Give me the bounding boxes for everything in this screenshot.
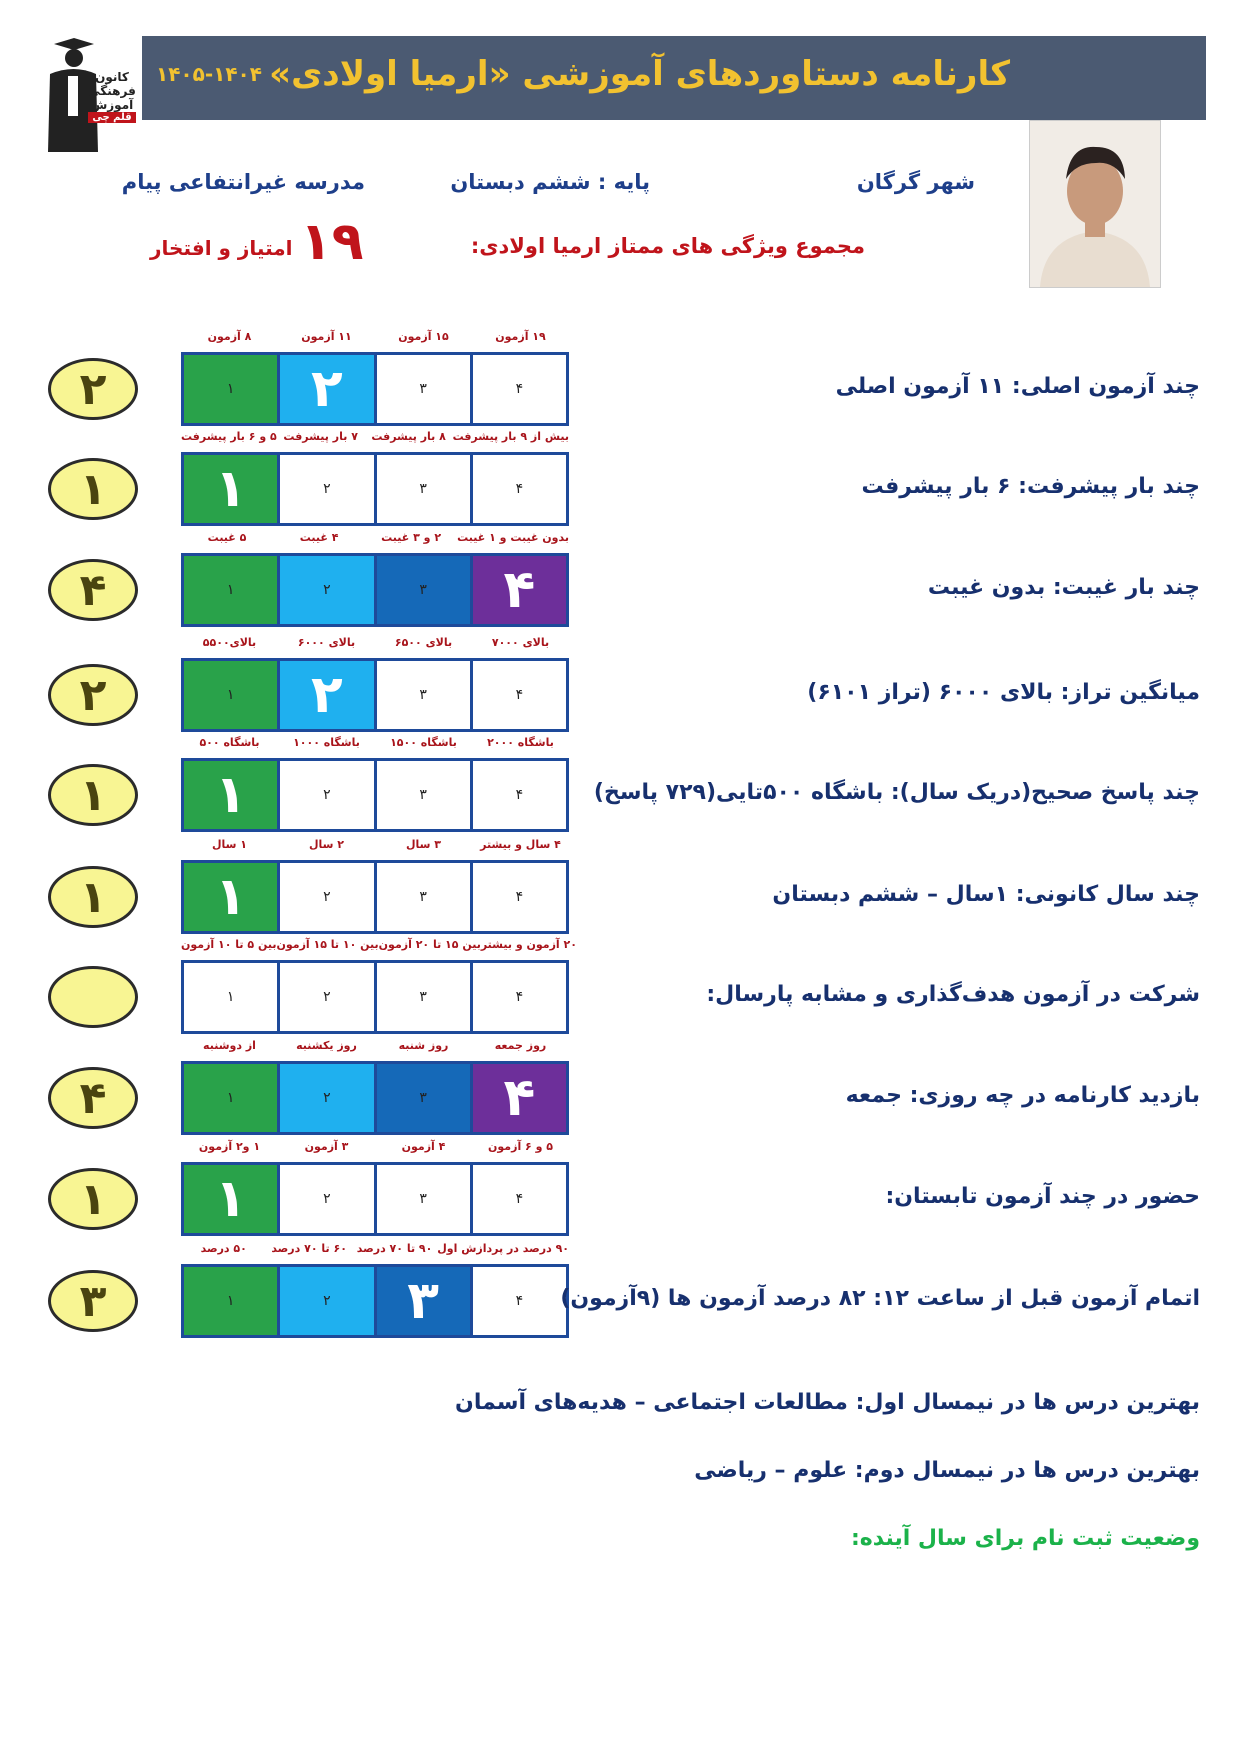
level-box: ۲ [280, 556, 373, 624]
logo-line: فرهنگی [88, 84, 136, 98]
level-box: ۴ [473, 1165, 566, 1233]
row-score-circle: ۲ [48, 358, 138, 420]
level-label: ۳ آزمون [304, 1140, 349, 1153]
academic-years: ۱۴۰۵-۱۴۰۴ [156, 62, 262, 86]
level-box: ۲ [280, 761, 373, 829]
level-label: بیش از ۹ بار پیشرفت [452, 430, 569, 443]
row-question: میانگین تراز: بالای ۶۰۰۰ (تراز ۶۱۰۱) [807, 680, 1200, 705]
row-score-circle: ۴ [48, 559, 138, 621]
level-label: ۵ غیبت [207, 531, 247, 544]
student-photo [1029, 120, 1161, 288]
level-box: ۱ [184, 455, 277, 523]
level-label: ۹۰ درصد در پردازش اول [437, 1242, 570, 1255]
row-score-circle: ۱ [48, 1168, 138, 1230]
level-label: ۱۱ آزمون [301, 330, 352, 343]
level-label: ۴ سال و بیشتر [480, 838, 561, 851]
best-lessons-first-semester: بهترین درس ها در نیمسال اول: مطالعات اجتماعی – هدیه‌های آسمان [455, 1390, 1200, 1415]
level-label: ۸ آزمون [207, 330, 252, 343]
level-box: ۲ [280, 355, 373, 423]
level-box: ۱ [184, 661, 277, 729]
level-label: بین ۱۵ تا ۲۰ آزمون [378, 938, 481, 951]
row-level-boxes [181, 1061, 569, 1135]
level-box: ۳ [377, 761, 470, 829]
level-box: ۳ [377, 355, 470, 423]
row-level-labels [181, 838, 569, 856]
level-label: باشگاه ۵۰۰ [199, 736, 260, 749]
level-box: ۱ [184, 1064, 277, 1132]
level-box: ۱ [184, 1267, 277, 1335]
school-name: مدرسه غیرانتفاعی پیام [121, 170, 365, 194]
row-level-boxes [181, 960, 569, 1034]
level-box: ۲ [280, 863, 373, 931]
row-level-labels [181, 430, 569, 448]
row-level-labels [181, 531, 569, 549]
level-box: ۳ [377, 863, 470, 931]
level-label: ۱ و۲ آزمون [198, 1140, 261, 1153]
row-level-boxes [181, 452, 569, 526]
level-box: ۳ [377, 1064, 470, 1132]
row-level-boxes [181, 553, 569, 627]
level-label: بین ۱۰ تا ۱۵ آزمون [276, 938, 379, 951]
row-level-labels [181, 1039, 569, 1057]
level-label: بالای۵۵۰۰ [202, 636, 257, 649]
level-box: ۴ [473, 963, 566, 1031]
level-label: ۷ بار پیشرفت [283, 430, 358, 443]
level-label: ۲ و ۳ غیبت [381, 531, 442, 544]
row-score-circle: ۴ [48, 1067, 138, 1129]
level-label: بالای ۶۰۰۰ [297, 636, 356, 649]
row-level-boxes [181, 1264, 569, 1338]
row-score-circle: ۱ [48, 866, 138, 928]
grade: پایه : ششم دبستان [450, 170, 650, 194]
level-box: ۲ [280, 963, 373, 1031]
level-label: ۴ آزمون [401, 1140, 446, 1153]
row-level-boxes [181, 658, 569, 732]
row-question: چند سال کانونی: ۱سال – ششم دبستان [772, 882, 1200, 907]
level-label: بالای ۶۵۰۰ [394, 636, 453, 649]
row-question: اتمام آزمون قبل از ساعت ۱۲: ۸۲ درصد آزمون ها (۹آزمون) [560, 1286, 1200, 1311]
level-label: ۵ و ۶ بار پیشرفت [181, 430, 277, 443]
row-score-circle: ۳ [48, 1270, 138, 1332]
row-level-labels [181, 736, 569, 754]
row-question: چند پاسخ صحیح(دریک سال): باشگاه ۵۰۰تایی(۷۲۹ پاسخ) [593, 780, 1200, 805]
level-box: ۱ [184, 1165, 277, 1233]
kanoon-logo [40, 36, 136, 152]
level-label: روز یکشنبه [296, 1039, 357, 1052]
row-question: چند بار غیبت: بدون غیبت [927, 575, 1200, 600]
level-label: ۲ سال [308, 838, 345, 851]
level-box: ۳ [377, 1267, 470, 1335]
level-label: ۱ سال [211, 838, 248, 851]
level-label: ۵۰ درصد [200, 1242, 247, 1255]
level-label: ۴ غیبت [299, 531, 339, 544]
total-features-label: مجموع ویژگی های ممتاز ارمیا اولادی: [470, 234, 865, 258]
level-label: روز جمعه [494, 1039, 547, 1052]
portrait-icon [1030, 121, 1160, 287]
logo-text [88, 70, 136, 123]
row-level-boxes [181, 758, 569, 832]
row-level-labels [181, 1242, 569, 1260]
level-box: ۱ [184, 556, 277, 624]
row-level-boxes [181, 352, 569, 426]
level-label: ۹۰ تا ۷۰ درصد [356, 1242, 433, 1255]
level-box: ۴ [473, 455, 566, 523]
score-label: امتیاز و افتخار [150, 236, 293, 260]
level-box: ۴ [473, 661, 566, 729]
level-box: ۱ [184, 963, 277, 1031]
row-level-labels [181, 938, 577, 956]
level-box: ۲ [280, 661, 373, 729]
logo-line: آموزش [90, 98, 134, 112]
level-label: ۶۰ تا ۷۰ درصد [271, 1242, 347, 1255]
total-score: ۱۹ [300, 212, 364, 272]
row-question: بازدید کارنامه در چه روزی: جمعه [845, 1083, 1200, 1108]
row-level-labels [181, 636, 569, 654]
level-box: ۴ [473, 1064, 566, 1132]
level-box: ۳ [377, 556, 470, 624]
level-box: ۴ [473, 355, 566, 423]
row-score-circle: ۱ [48, 458, 138, 520]
level-label: باشگاه ۱۰۰۰ [293, 736, 360, 749]
row-score-circle: ۲ [48, 664, 138, 726]
level-box: ۳ [377, 661, 470, 729]
row-score-circle: ۱ [48, 764, 138, 826]
level-box: ۲ [280, 1165, 373, 1233]
row-question: چند بار پیشرفت: ۶ بار پیشرفت [861, 474, 1200, 499]
level-label: ۸ بار پیشرفت [371, 430, 446, 443]
row-question: چند آزمون اصلی: ۱۱ آزمون اصلی [835, 374, 1200, 399]
row-score-circle [48, 966, 138, 1028]
level-label: از دوشنبه [203, 1039, 256, 1052]
level-label: ۲۰ آزمون و بیشتر [480, 938, 577, 951]
level-label: باشگاه ۱۵۰۰ [390, 736, 457, 749]
level-box: ۴ [473, 761, 566, 829]
level-label: روز شنبه [398, 1039, 449, 1052]
logo-line: کانون [95, 70, 129, 84]
level-label: بین ۵ تا ۱۰ آزمون [181, 938, 277, 951]
level-box: ۳ [377, 455, 470, 523]
level-box: ۳ [377, 963, 470, 1031]
row-level-boxes [181, 860, 569, 934]
level-box: ۴ [473, 863, 566, 931]
row-level-labels [181, 330, 569, 348]
level-label: بالای ۷۰۰۰ [491, 636, 550, 649]
level-label: ۱۹ آزمون [495, 330, 546, 343]
level-box: ۲ [280, 1064, 373, 1132]
level-box: ۴ [473, 556, 566, 624]
logo-line: قلم چی [88, 112, 136, 123]
level-label: ۵ و ۶ آزمون [488, 1140, 553, 1153]
level-box: ۳ [377, 1165, 470, 1233]
row-level-boxes [181, 1162, 569, 1236]
city: شهر گرگان [856, 170, 975, 194]
level-box: ۴ [473, 1267, 566, 1335]
level-box: ۱ [184, 761, 277, 829]
row-question: حضور در چند آزمون تابستان: [885, 1184, 1200, 1209]
level-box: ۲ [280, 1267, 373, 1335]
level-label: ۱۵ آزمون [398, 330, 449, 343]
level-label: بدون غیبت و ۱ غیبت [457, 531, 570, 544]
row-level-labels [181, 1140, 569, 1158]
best-lessons-second-semester: بهترین درس ها در نیمسال دوم: علوم – ریاضی [694, 1458, 1200, 1483]
registration-status: وضعیت ثبت نام برای سال آینده: [850, 1526, 1200, 1551]
level-label: ۳ سال [405, 838, 442, 851]
row-question: شرکت در آزمون هدف‌گذاری و مشابه پارسال: [706, 982, 1200, 1007]
level-box: ۱ [184, 355, 277, 423]
level-box: ۲ [280, 455, 373, 523]
level-box: ۱ [184, 863, 277, 931]
level-label: باشگاه ۲۰۰۰ [487, 736, 554, 749]
page-title: کارنامه دستاوردهای آموزشی «ارمیا اولادی» [269, 54, 1010, 94]
